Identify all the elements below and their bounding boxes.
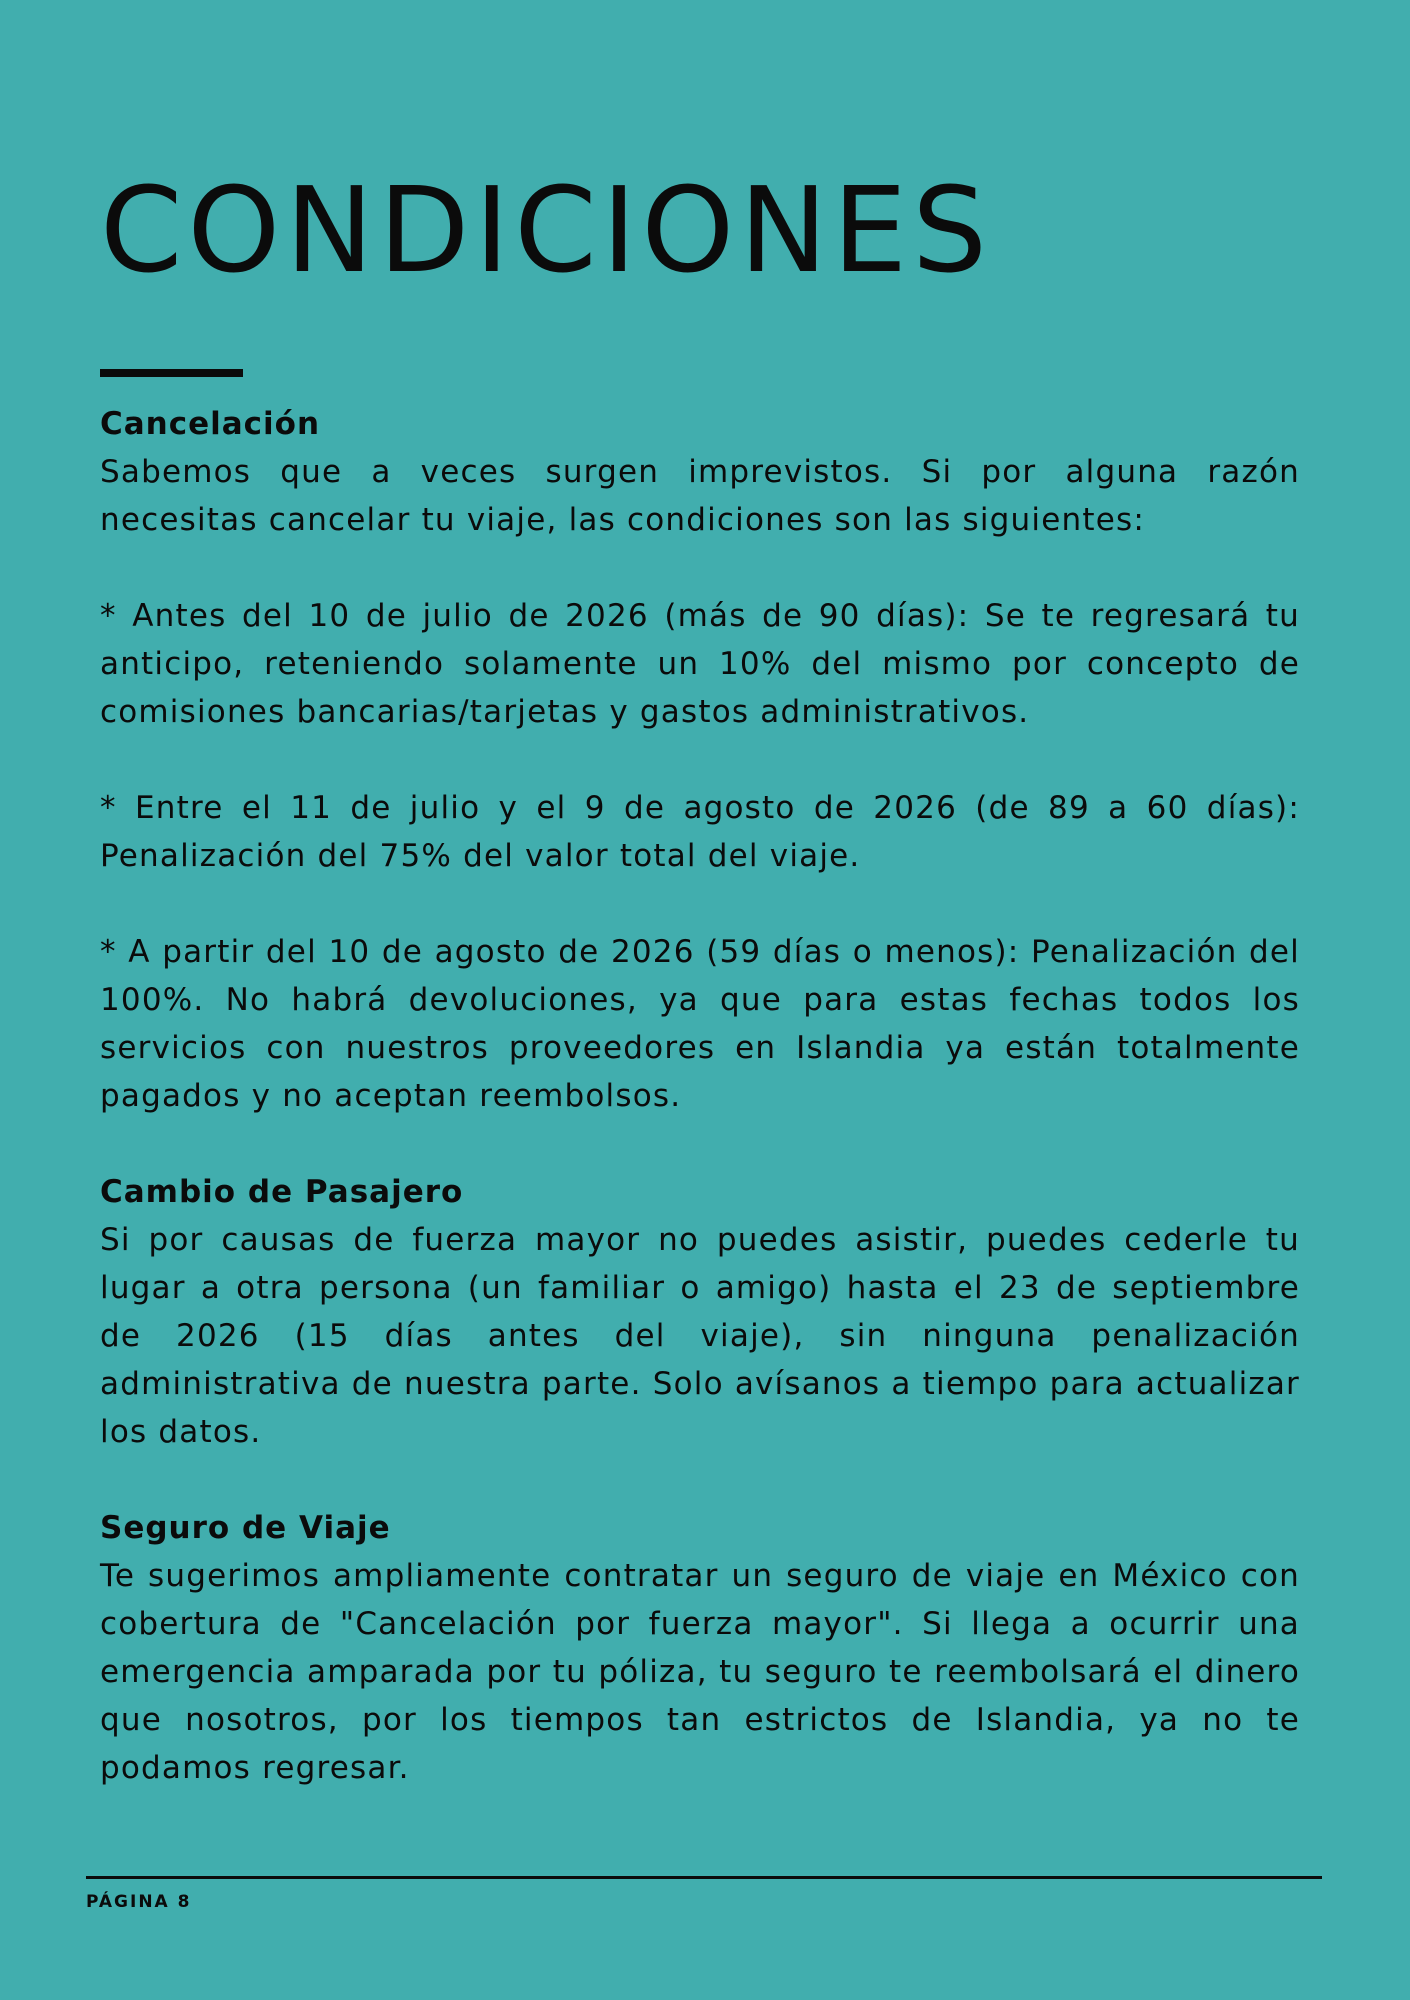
seguro-heading: Seguro de Viaje [100,1510,391,1546]
page-number: PÁGINA 8 [86,1892,192,1912]
spacer [100,1120,1300,1168]
spacer [100,736,1300,784]
spacer [100,1456,1300,1504]
spacer [100,880,1300,928]
seguro-text: Te sugerimos ampliamente contratar un seguro de viaje en México con cobertura de "Cancelación por fuerza mayor". Si llega a ocurrir una emergencia amparada por tu póliza, tu seguro te reembolsará el dinero que nosotros, por los tiempos tan estrictos de Islandia, ya no te podamos regresar. [100,1558,1300,1786]
cancelacion-item-3: * A partir del 10 de agosto de 2026 (59 días o menos): Penalización del 100%. No habrá devoluciones, ya que para estas fechas todos los servicios con nuestros proveedores en Islandia ya están totalmente pagados y no aceptan reembolsos. [100,934,1300,1114]
cancelacion-item-2: * Entre el 11 de julio y el 9 de agosto de 2026 (de 89 a 60 días): Penalización del 75% del valor total del viaje. [100,790,1300,874]
cancelacion-intro: Sabemos que a veces surgen imprevistos. Si por alguna razón necesitas cancelar tu viaje, las condiciones son las siguientes: [100,454,1300,538]
cancelacion-item-1: * Antes del 10 de julio de 2026 (más de 90 días): Se te regresará tu anticipo, reteniendo solamente un 10% del mismo por concepto de comisiones bancarias/tarjetas y gastos administrativos. [100,598,1300,730]
title-underline [100,369,243,377]
page-title: CONDICIONES [100,161,993,299]
cancelacion-heading: Cancelación [100,406,321,442]
cambio-text: Si por causas de fuerza mayor no puedes asistir, puedes cederle tu lugar a otra persona (un familiar o amigo) hasta el 23 de septiembre de 2026 (15 días antes del viaje), sin ninguna penalización administrativa de nuestra parte. Solo avísanos a tiempo para actualizar los datos. [100,1222,1300,1450]
conditions-content [100,400,1300,1792]
cambio-heading: Cambio de Pasajero [100,1174,464,1210]
footer-divider [86,1876,1322,1879]
spacer [100,544,1300,592]
